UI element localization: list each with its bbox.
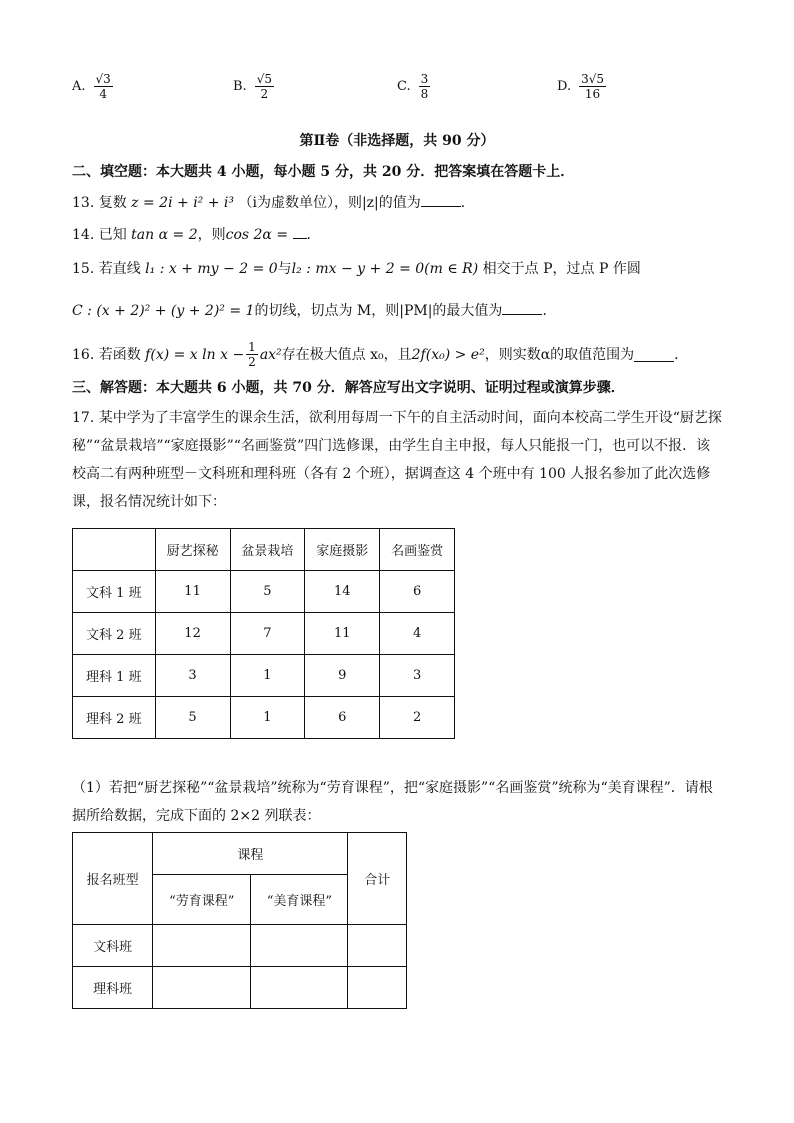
table-row	[73, 571, 455, 613]
table-cell: 11	[305, 613, 380, 655]
section3-heading: 三、解答题：本大题共 6 小题，共 70 分．解答应写出文字说明、证明过程或演算步骤．	[72, 380, 625, 396]
table-cell-empty	[153, 925, 251, 967]
math-expression: 2f(x₀) > e²	[411, 346, 485, 363]
option-fraction: $\frac{3√5}{16}$	[581, 72, 605, 101]
option-fraction: $\frac{3}{8}$	[420, 72, 429, 101]
table-header-cell: 家庭摄影	[305, 529, 380, 571]
table-row	[73, 967, 407, 1009]
math-expression: l₁ : x + my − 2 = 0	[145, 261, 278, 277]
table-cell: 11	[155, 571, 230, 613]
table-corner-cell: 报名班型	[73, 833, 153, 925]
option-letter: D.	[557, 79, 572, 94]
math-expression: ax²	[259, 346, 282, 363]
question-14: 14. 已知 tan α = 2，则cos 2α = ．	[72, 224, 321, 245]
option-letter: A.	[72, 79, 86, 94]
question-17-text: 17. 某中学为了丰富学生的课余生活，欲利用每周一下午的自主活动时间，面向本校高二学生开设“厨艺探秘”“盆景栽培”“家庭摄影”“名画鉴赏”四门选修课，由学生自主申报，每人只能报一门，也可以不报．该校高二有两种班型－文科班和理科班（各有 2 个班），据调查这 4 个班中有 100 人报名参加了此次选修课，报名情况统计如下：	[72, 410, 722, 510]
question-15-line2: C : (x + 2)² + (y + 2)² = 1的切线，切点为 M，则|PM|的最大值为 ．	[72, 300, 556, 321]
table-cell: 5	[155, 697, 230, 739]
table-cell-empty	[153, 967, 251, 1009]
math-fraction: $\frac{1}{2}$	[248, 340, 256, 369]
table-cell: 5	[230, 571, 305, 613]
question-13: 13. 复数 z = 2i + i² + i³ （i为虚数单位），则|z|的值为 ．	[72, 192, 475, 213]
table-header-row	[73, 529, 455, 571]
option-c	[397, 72, 430, 101]
table-row	[73, 655, 455, 697]
table-cell: 3	[380, 655, 455, 697]
table-cell-empty	[251, 925, 348, 967]
answer-blank	[293, 224, 307, 239]
table-cell: 1	[230, 697, 305, 739]
table-cell: 3	[155, 655, 230, 697]
table-cell: 2	[380, 697, 455, 739]
table-cell: 4	[380, 613, 455, 655]
table-cell: 理科 1 班	[73, 655, 156, 697]
math-expression: cos 2α =	[225, 227, 289, 243]
section2-heading: 二、填空题：本大题共 4 小题，每小题 5 分，共 20 分．把答案填在答题卡上．	[72, 164, 575, 180]
part2-title: 第Ⅱ卷（非选择题，共 90 分）	[299, 133, 495, 149]
table-cell: 12	[155, 613, 230, 655]
table-header-cell: 名画鉴赏	[380, 529, 455, 571]
question-15-line1: 15. 若直线 l₁ : x + my − 2 = 0与l₂ : mx − y + 2 = 0(m ∈ R) 相交于点 P，过点 P 作圆	[72, 261, 641, 277]
table-cell: 文科 2 班	[73, 613, 156, 655]
math-expression: l₂ : mx − y + 2 = 0(m ∈ R)	[291, 261, 479, 277]
option-d	[557, 72, 606, 101]
table-row-label: 理科班	[73, 967, 153, 1009]
table-header-cell: 盆景栽培	[230, 529, 305, 571]
table-cell: 7	[230, 613, 305, 655]
table-cell: 1	[230, 655, 305, 697]
table-cell: 6	[305, 697, 380, 739]
math-expression: f(x) = x ln x −	[145, 346, 245, 363]
table-cell: 14	[305, 571, 380, 613]
table-group-header: 课程	[153, 833, 348, 875]
table-row	[73, 925, 407, 967]
table-header-cell: “美育课程”	[251, 875, 348, 925]
answer-blank	[634, 347, 674, 362]
table-row	[73, 613, 455, 655]
question-16: 16. 若函数 f(x) = x ln x − $\frac{1}{2}$ ax² 存在极大值点 x₀，且 2f(x₀) > e² ，则实数α的取值范围为 ．	[72, 340, 689, 369]
option-fraction: $\frac{√3}{4}$	[95, 72, 111, 101]
table-cell-empty	[348, 925, 407, 967]
table-cell: 6	[380, 571, 455, 613]
table-row	[73, 697, 455, 739]
option-letter: B.	[233, 79, 247, 94]
table-header-cell	[73, 529, 156, 571]
table-total-header: 合计	[348, 833, 407, 925]
option-fraction: $\frac{√5}{2}$	[256, 72, 272, 101]
answer-blank	[502, 300, 542, 315]
table-cell-empty	[348, 967, 407, 1009]
answer-blank	[421, 192, 461, 207]
table-header-cell: “劳育课程”	[153, 875, 251, 925]
option-letter: C.	[397, 79, 411, 94]
contingency-table	[72, 832, 407, 1009]
math-expression: z = 2i + i² + i³	[131, 195, 235, 211]
table-cell: 理科 2 班	[73, 697, 156, 739]
table-cell: 9	[305, 655, 380, 697]
table-cell-empty	[251, 967, 348, 1009]
table-row-label: 文科班	[73, 925, 153, 967]
math-expression: tan α = 2	[131, 227, 198, 243]
math-expression: C : (x + 2)² + (y + 2)² = 1	[72, 303, 255, 319]
option-a	[72, 72, 113, 101]
table-cell: 文科 1 班	[73, 571, 156, 613]
option-b	[233, 72, 274, 101]
table-header-cell: 厨艺探秘	[155, 529, 230, 571]
enrollment-table	[72, 528, 455, 739]
question-17-part1: （1）若把“厨艺探秘”“盆景栽培”统称为“劳育课程”，把“家庭摄影”“名画鉴赏”统称为“美育课程”．请根据所给数据，完成下面的 2×2 列联表：	[72, 780, 713, 824]
